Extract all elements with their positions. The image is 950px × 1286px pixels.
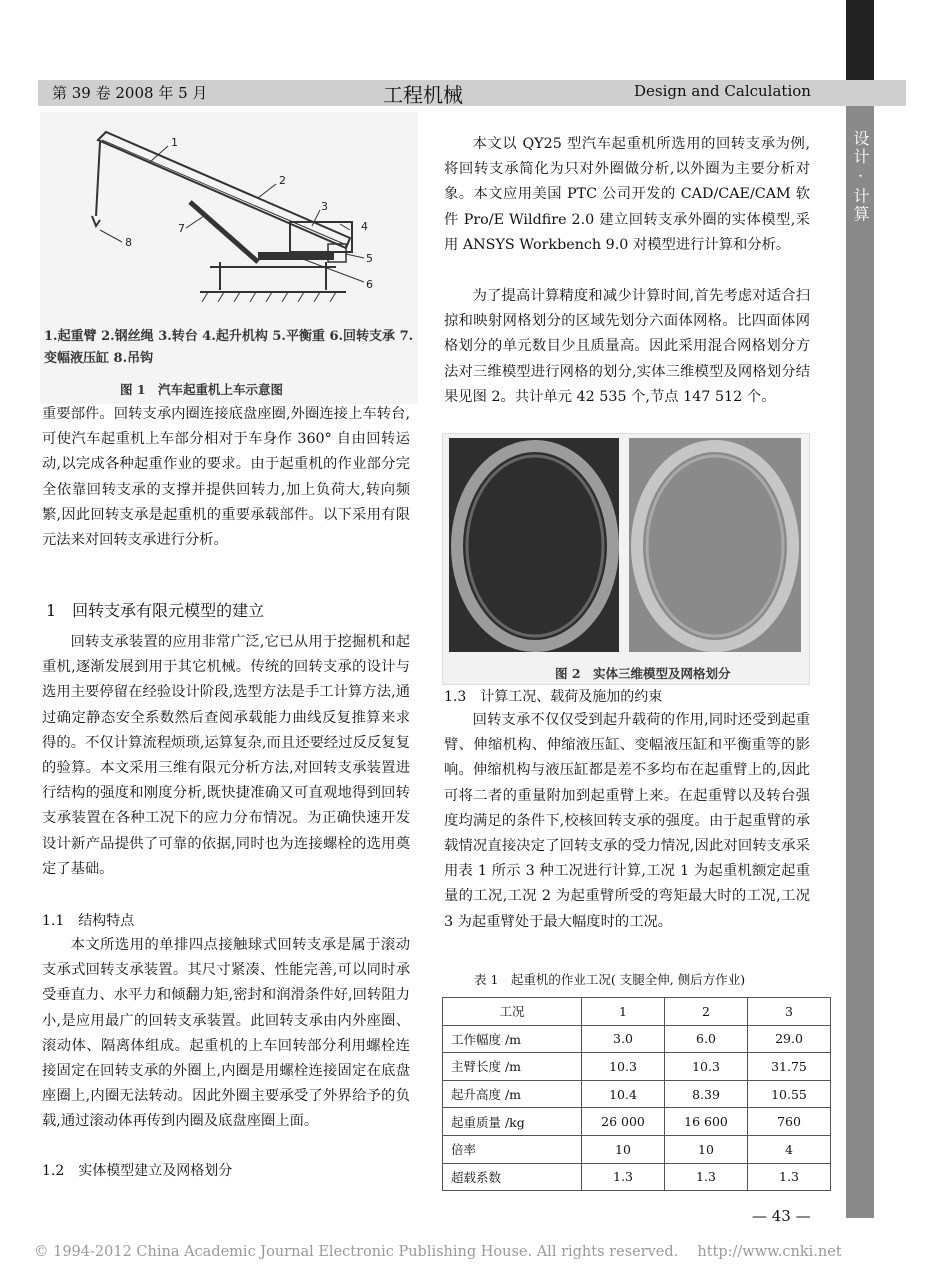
table-cell: 760 bbox=[748, 1108, 831, 1136]
copyright-footer: © 1994-2012 China Academic Journal Electronic Publishing House. All rights reserved. http://www.cnki.net bbox=[34, 1244, 842, 1260]
header-section: Design and Calculation bbox=[634, 82, 811, 100]
sidebar-label-text: 设计 · 计算 bbox=[851, 130, 870, 224]
hook bbox=[92, 216, 100, 226]
table-cell: 8.39 bbox=[665, 1080, 748, 1108]
table-cell: 工作幅度 /m bbox=[443, 1025, 582, 1053]
subsection-1-2: 1.2 实体模型建立及网格划分 bbox=[42, 1163, 233, 1179]
table-cell: 倍率 bbox=[443, 1135, 582, 1163]
header-journal-title: 工程机械 bbox=[383, 83, 463, 107]
subsection-1-1: 1.1 结构特点 bbox=[42, 913, 135, 929]
table-cell: 10 bbox=[582, 1135, 665, 1163]
subsection-1-3: 1.3 计算工况、载荷及施加的约束 bbox=[444, 689, 663, 705]
table-header-cell: 2 bbox=[665, 998, 748, 1026]
table-cell: 3.0 bbox=[582, 1025, 665, 1053]
table-row bbox=[443, 1025, 831, 1053]
table-cell: 4 bbox=[748, 1135, 831, 1163]
table-1-caption: 表 1 起重机的作业工况( 支腿全伸, 侧后方作业) bbox=[474, 972, 746, 987]
callout-5: 5 bbox=[366, 252, 373, 265]
table-cell: 6.0 bbox=[665, 1025, 748, 1053]
callout-3: 3 bbox=[321, 200, 328, 213]
table-header-cell: 1 bbox=[582, 998, 665, 1026]
callout-6: 6 bbox=[366, 278, 373, 291]
table-cell: 10.4 bbox=[582, 1080, 665, 1108]
table-cell: 29.0 bbox=[748, 1025, 831, 1053]
wire-rope bbox=[96, 142, 100, 216]
table-row bbox=[443, 1053, 831, 1081]
table-row bbox=[443, 1080, 831, 1108]
slewing-bearing bbox=[258, 252, 334, 260]
leader-lines bbox=[100, 146, 364, 282]
figure-1-legend: 1.起重臂 2.钢丝绳 3.转台 4.起升机构 5.平衡重 6.回转支承 7.变幅液压缸 8.吊钩 bbox=[44, 329, 414, 366]
figure-1-caption: 图 1 汽车起重机上车示意图 bbox=[120, 382, 284, 397]
sidebar-label bbox=[846, 130, 874, 228]
table-cell: 超载系数 bbox=[443, 1163, 582, 1191]
table-header-cell: 工况 bbox=[443, 998, 582, 1026]
crane-diagram bbox=[40, 112, 418, 322]
table-cell: 26 000 bbox=[582, 1108, 665, 1136]
table-cell: 1.3 bbox=[582, 1163, 665, 1191]
left-paragraph-1: 重要部件。回转支承内圈连接底盘座圈,外圈连接上车转台,可使汽车起重机上车部分相对于车身作 360° 自由回转运动,以完成各种起重作业的要求。由于起重机的作业部分完全依靠回转支承的支撑并提供回转力,加上负荷大,转向频繁,因此回转支承是起重机的重要承载部件。以下采用有限元法来对回转支承进行分析。 bbox=[42, 406, 410, 549]
table-1 bbox=[442, 997, 831, 1191]
figure-2-caption: 图 2 实体三维模型及网格划分 bbox=[555, 666, 731, 681]
table-cell: 1.3 bbox=[748, 1163, 831, 1191]
table-cell: 10.3 bbox=[665, 1053, 748, 1081]
table-row bbox=[443, 1163, 831, 1191]
sidebar-top-block bbox=[846, 0, 874, 80]
figure-2 bbox=[442, 433, 810, 685]
callout-4: 4 bbox=[361, 220, 368, 233]
callout-2: 2 bbox=[279, 174, 286, 187]
page-number: — 43 — bbox=[752, 1207, 811, 1225]
table-row bbox=[443, 1135, 831, 1163]
right-paragraph-2: 为了提高计算精度和减少计算时间,首先考虑对适合扫掠和映射网格划分的区域先划分六面体网格。比四面体网格划分的单元数目少且质量高。因此采用混合网格划分方法对三维模型进行网格的划分,实体三维模型及网格划分结果见图 2。共计单元 42 535 个,节点 147 512 个。 bbox=[444, 288, 810, 405]
table-header-cell: 3 bbox=[748, 998, 831, 1026]
table-row bbox=[443, 1108, 831, 1136]
right-paragraph-1: 本文以 QY25 型汽车起重机所选用的回转支承为例,将回转支承简化为只对外圈做分析,以外圈为主要分析对象。本文应用美国 PTC 公司开发的 CAD/CAE/CAM 软件 Pro/E Wildfire 2.0 建立回转支承外圈的实体模型,采用 ANSYS Workbench 9.0 对模型进行计算和分析。 bbox=[444, 136, 810, 253]
table-cell: 31.75 bbox=[748, 1053, 831, 1081]
left-paragraph-2: 回转支承装置的应用非常广泛,它已从用于挖掘机和起重机,逐渐发展到用于其它机械。传统的回转支承的设计与选用主要停留在经验设计阶段,选型方法是手工计算方法,通过确定静态安全系数然后查阅承载能力曲线反复推算来求得的。不仅计算流程烦琐,运算复杂,而且还要经过反反复复的验算。本文采用三维有限元分析方法,对回转支承装置进行结构的强度和刚度分析,既快捷准确又可直观地得到回转支承装置在各种工况下的应力分布情况。为正确快速开发设计新产品提供了可靠的依据,同时也为连接螺栓的选用奠定了基础。 bbox=[42, 634, 410, 877]
table-cell: 1.3 bbox=[665, 1163, 748, 1191]
section-1-heading: 1 回转支承有限元模型的建立 bbox=[46, 601, 265, 620]
table-cell: 起升高度 /m bbox=[443, 1080, 582, 1108]
table-cell: 主臂长度 /m bbox=[443, 1053, 582, 1081]
table-cell: 10.3 bbox=[582, 1053, 665, 1081]
table-cell: 10.55 bbox=[748, 1080, 831, 1108]
left-paragraph-3: 本文所选用的单排四点接触球式回转支承是属于滚动支承式回转支承装置。其尺寸紧凑、性能完善,可以同时承受垂直力、水平力和倾翻力矩,密封和润滑条件好,回转阻力小,是应用最广的回转支承装置。此回转支承由内外座圈、滚动体、隔离体组成。起重机的上车回转部分利用螺栓连接固定在回转支承的外圈上,内圈是用螺栓连接固定在底盘座圈上,内圈无法转动。因此外圈主要承受了外界给予的负载,通过滚动体再传到内圈及底盘座圈上面。 bbox=[42, 937, 410, 1130]
ground-hatching bbox=[202, 292, 336, 302]
right-paragraph-3: 回转支承不仅仅受到起升载荷的作用,同时还受到起重臂、伸缩机构、伸缩液压缸、变幅液压缸和平衡重等的影响。伸缩机构与液压缸都是差不多均布在起重臂上的,因此可将二者的重量附加到起重臂上来。在起重臂以及转台强度均满足的条件下,校核回转支承的强度。由于起重臂的承载情况直接决定了回转支承的受力情况,因此对回转支承采用表 1 所示 3 种工况进行计算,工况 1 为起重机额定起重量的工况,工况 2 为起重臂所受的弯矩最大时的工况,工况 3 为起重臂处于最大幅度时的工况。 bbox=[444, 712, 810, 930]
callout-8: 8 bbox=[125, 236, 132, 249]
header-issue: 第 39 卷 2008 年 5 月 bbox=[52, 84, 208, 102]
table-cell: 16 600 bbox=[665, 1108, 748, 1136]
luffing-cylinder bbox=[190, 202, 258, 262]
callout-1: 1 bbox=[171, 136, 178, 149]
sidebar-band bbox=[846, 106, 874, 1218]
table-cell: 10 bbox=[665, 1135, 748, 1163]
table-header-row bbox=[443, 998, 831, 1026]
table-cell: 起重质量 /kg bbox=[443, 1108, 582, 1136]
callout-7: 7 bbox=[178, 222, 185, 235]
ring-models bbox=[443, 434, 809, 660]
